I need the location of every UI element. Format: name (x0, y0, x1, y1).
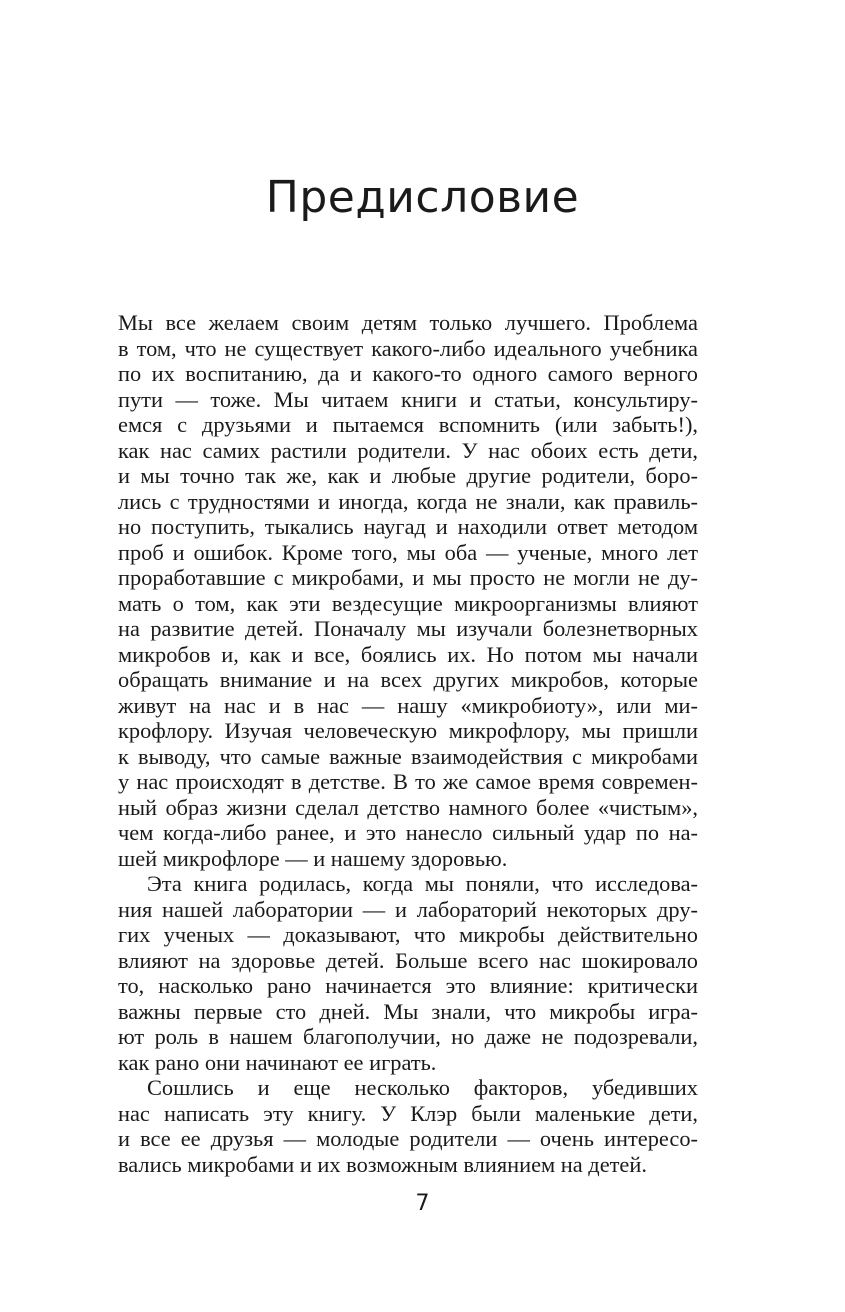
paragraph (118, 310, 698, 871)
text-line: как рано они начинают ее играть. (118, 1049, 437, 1075)
text-line: влияют на здоровье детей. Больше всего нас шокировало (118, 947, 698, 973)
text-line: микробов и, как и все, боялись их. Но потом мы начали (118, 641, 698, 667)
text-line: ния нашей лаборатории — и лабораторий некоторых дру- (118, 896, 698, 922)
text-line: обращать внимание и на всех других микробов, которые (118, 667, 698, 692)
text-line: проработавшие с микробами, и мы просто не могли не ду- (118, 565, 698, 590)
text-line: шей микрофлоре — и нашему здоровью. (118, 845, 508, 871)
text-line: важны первые сто дней. Мы знали, что микробы игра- (118, 998, 698, 1024)
text-line: ный образ жизни сделал детство намного более «чистым», (118, 794, 698, 820)
text-line: гих ученых — доказывают, что микробы действительно (118, 922, 698, 947)
text-line: ют роль в нашем благополучии, но даже не подозревали, (118, 1024, 698, 1049)
text-line: и все ее друзья — молодые родители — очень интересо- (118, 1126, 698, 1151)
text-line: к выводу, что самые важные взаимодействия с микробами (118, 743, 698, 769)
text-line: проб и ошибок. Кроме того, мы оба — ученые, много лет (118, 539, 698, 565)
text-line: Мы все желаем своим детям только лучшего. Проблема (118, 310, 698, 335)
text-line: то, насколько рано начинается это влияние: критически (118, 973, 698, 998)
text-line: крофлору. Изучая человеческую микрофлору, мы пришли (118, 718, 698, 743)
text-line: емся с друзьями и пытаемся вспомнить (или забыть!), (118, 412, 698, 437)
text-line: Эта книга родилась, когда мы поняли, что исследова- (147, 871, 698, 896)
text-line: чем когда-либо ранее, и это нанесло сильный удар по на- (118, 820, 698, 845)
text-line: у нас происходят в детстве. В то же самое время современ- (118, 769, 698, 794)
text-line: Сошлись и еще несколько факторов, убедивших (147, 1075, 698, 1100)
text-line: в том, что не существует какого-либо идеального учебника (118, 335, 698, 361)
text-line: как нас самих растили родители. У нас обоих есть дети, (118, 437, 698, 463)
text-line: и мы точно так же, как и любые другие родители, боро- (118, 463, 698, 488)
paragraph (118, 871, 698, 1075)
text-line: пути — тоже. Мы читаем книги и статьи, консультиру- (118, 386, 698, 412)
text-line: живут на нас и в нас — нашу «микробиоту», или ми- (118, 692, 698, 718)
chapter-title: Предисловие (265, 172, 580, 223)
body-text (118, 310, 698, 1177)
text-line: по их воспитанию, да и какого-то одного самого верного (118, 361, 698, 386)
paragraph (118, 1075, 698, 1177)
text-line: но поступить, тыкались наугад и находили ответ методом (118, 514, 698, 539)
text-line: нас написать эту книгу. У Клэр были маленькие дети, (118, 1100, 698, 1126)
text-line: мать о том, как эти вездесущие микроорганизмы влияют (118, 590, 698, 616)
page-number: 7 (415, 1191, 430, 1216)
text-line: вались микробами и их возможным влиянием на детей. (118, 1151, 647, 1177)
text-line: лись с трудностями и иногда, когда не знали, как правиль- (118, 488, 698, 514)
text-line: на развитие детей. Поначалу мы изучали болезнетворных (118, 616, 698, 641)
